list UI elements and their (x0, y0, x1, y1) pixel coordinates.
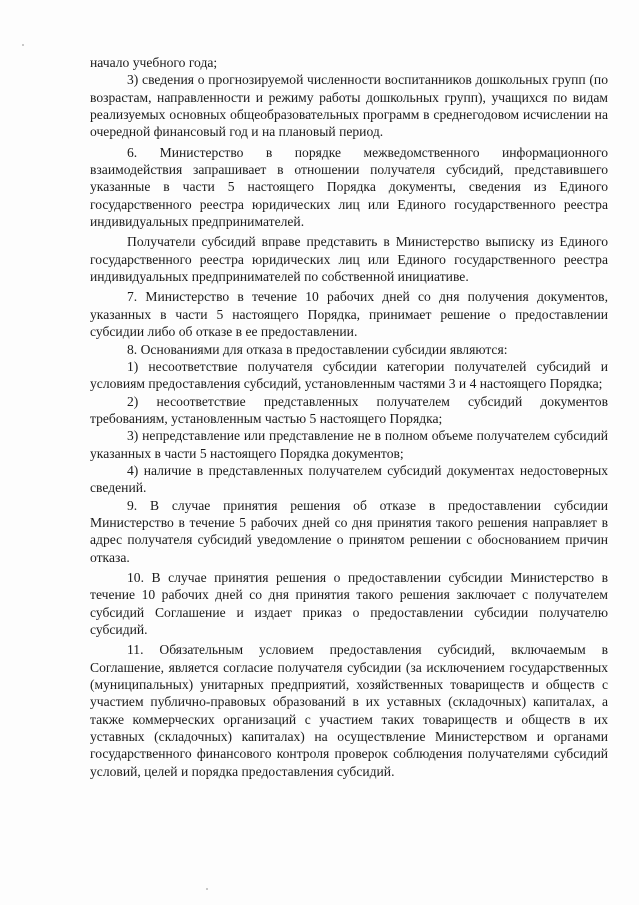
paragraph-refusal-item-1: 1) несоответствие получателя субсидии категории получателей субсидий и условиям предоставления субсидий, установленным частями 3 и 4 настоящего Порядка; (90, 358, 608, 392)
paragraph-refusal-item-3: 3) непредставление или представление не в полном объеме получателем субсидий указанных в части 5 настоящего Порядка документов; (90, 428, 608, 461)
paragraph-section-11: 11. Обязательным условием предоставления субсидий, включаемым в Соглашение, является согласие получателя субсидии (за исключением государственных (муниципальных) унитарных предприятий, хозяйственных товариществ и обществ с участием публично-правовых образований в их уставных (складочных) капиталах, а также коммерческих организаций с участием таких товариществ и обществ в их уставных (складочных) капиталах) на осуществление Министерством и органами государственного финансового контроля проверок соблюдения получателями субсидий условий, целей и порядка предоставления субсидий. (90, 642, 608, 779)
paragraph-item-3-enrollment: 3) сведения о прогнозируемой численности воспитанников дошкольных групп (по возрастам, направленности и режиму работы дошкольных групп), учащихся по видам реализуемых основных общеобразовательных программ в среднегодовом исчислении на очередной финансовый год и на плановый период. (90, 72, 608, 140)
paragraph-section-6: 6. Министерство в порядке межведомственного информационного взаимодействия запрашивает в отношении получателя субсидий, представившего указанные в части 5 настоящего Порядка документы, сведения из Единого государственного реестра юридических лиц или Единого государственного реестра индивидуальных предпринимателей. (90, 144, 608, 230)
paragraph-section-8: 8. Основаниями для отказа в предоставлении субсидии являются: (127, 341, 508, 357)
paragraph-section-9: 9. В случае принятия решения об отказе в предоставлении субсидии Министерство в течение 5 рабочих дней со дня принятия такого решения направляет в адрес получателя субсидий уведомление о принятом решении с обоснованием причин отказа. (90, 497, 608, 565)
scan-speck (206, 888, 208, 890)
document-body (90, 54, 608, 780)
paragraph-refusal-item-4: 4) наличие в представленных получателем субсидий документах недостоверных сведений. (90, 462, 608, 496)
scan-speck (22, 44, 24, 46)
paragraph-refusal-item-2: 2) несоответствие представленных получателем субсидий документов требованиям, установленным частью 5 настоящего Порядка; (90, 393, 608, 426)
paragraph-start-of-year: начало учебного года; (90, 55, 218, 70)
paragraph-section-10: 10. В случае принятия решения о предоставлении субсидии Министерство в течение 10 рабочих дней со дня принятия такого решения заключает с получателем субсидий Соглашение и издает приказ о предоставлении субсидии получателю субсидий. (90, 569, 608, 637)
paragraph-registry-extract: Получатели субсидий вправе представить в Министерство выписку из Единого государственного реестра юридических лиц или Единого государственного реестра индивидуальных предпринимателей по собственной инициативе. (90, 234, 608, 285)
paragraph-section-7: 7. Министерство в течение 10 рабочих дней со дня получения документов, указанных в части 5 настоящего Порядка, принимает решение о предоставлении субсидии либо об отказе в ее предоставлении. (90, 289, 608, 340)
